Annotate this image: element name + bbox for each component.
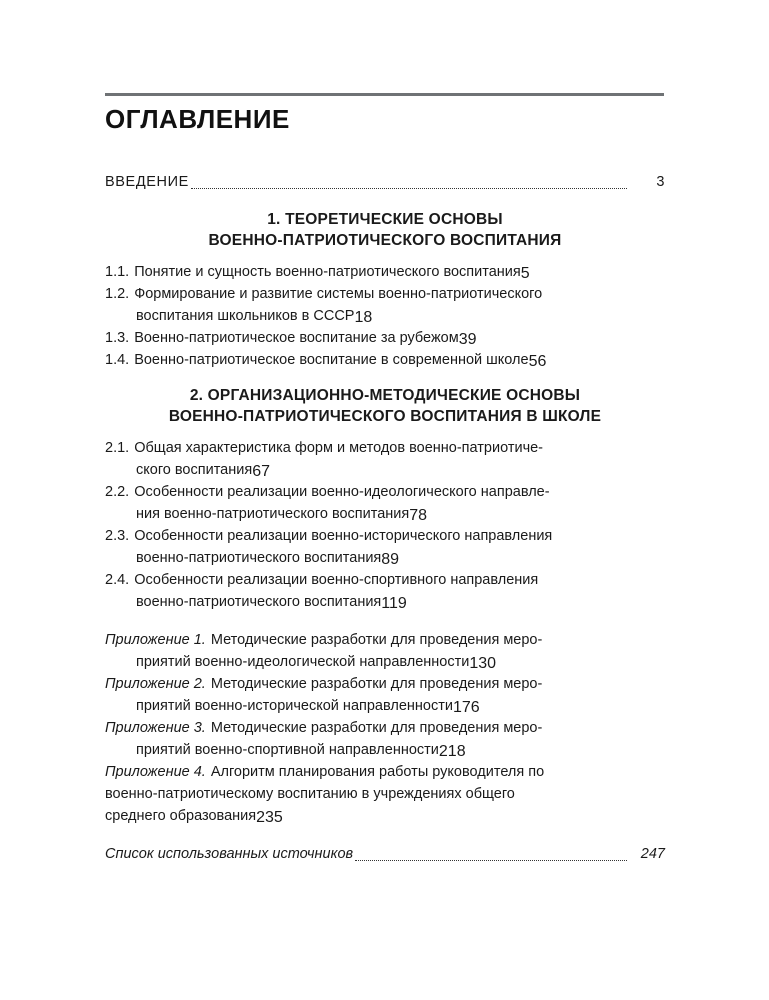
dot-leader [191,187,627,189]
appendix-label-cont: приятий военно-спортивной направленности [136,742,439,758]
appendix-list [105,629,665,827]
toc-entry-label: Особенности реализации военно-исторического направления [134,528,553,544]
toc-entry-number: 2.1. [105,440,130,456]
toc-entry-appendix-4[interactable] [105,761,665,827]
appendix-name: Приложение 2. [105,676,206,692]
toc-entry-number: 1.3. [105,330,130,346]
toc-entry-number: 2.2. [105,484,130,500]
toc-entry-page: 67 [252,463,270,480]
toc-entry-page: 39 [458,331,477,348]
toc-entry-page: 130 [469,655,497,672]
toc-entry-appendix-1[interactable] [105,629,665,673]
toc-entry-page: 247 [640,846,665,862]
toc-entry-label-cont: военно-патриотического воспитания [136,550,382,566]
toc-entry-number: 1.2. [105,286,130,302]
toc-entry-page: 89 [381,551,400,568]
toc-entry-label-cont: воспитания школьников в СССР [136,308,355,324]
toc-entry-2-1[interactable] [105,437,665,481]
header-rule [105,93,664,96]
toc-entry-number: 2.4. [105,572,130,588]
toc-entry-label: Формирование и развитие системы военно-патриотического [134,286,543,302]
toc-entry-page: 5 [520,265,530,282]
toc-entry-number: 1.1. [105,264,130,280]
toc-entry-label: Понятие и сущность военно-патриотического воспитания [134,264,521,280]
appendix-name: Приложение 3. [105,720,206,736]
toc-entry-label: Список использованных источников [105,846,354,862]
toc-entry-sources[interactable] [105,844,665,865]
section-2-heading-line1: 2. ОРГАНИЗАЦИОННО-МЕТОДИЧЕСКИЕ ОСНОВЫ [189,387,581,404]
toc-entry-label: Военно-патриотическое воспитание в современной школе [134,352,529,368]
toc-entry-label: Общая характеристика форм и методов военно-патриотиче- [134,440,544,456]
toc-entry-appendix-3[interactable] [105,717,665,761]
toc-entry-label: Особенности реализации военно-идеологического направле- [134,484,550,500]
section-1-entries [105,261,665,371]
section-1-heading-line2: ВОЕННО-ПАТРИОТИЧЕСКОГО ВОСПИТАНИЯ [208,232,562,249]
toc-entry-label-cont: ния военно-патриотического воспитания [136,506,410,522]
appendix-name: Приложение 1. [105,632,206,648]
toc-entry-page: 119 [381,595,407,612]
toc-entry-page: 56 [528,353,547,370]
toc-entry-page: 18 [354,309,373,326]
appendix-label-cont2: среднего образования [105,808,257,824]
toc-entry-appendix-2[interactable] [105,673,665,717]
toc-entry-label-cont: военно-патриотического воспитания [136,594,382,610]
toc-entry-2-4[interactable] [105,569,665,613]
appendix-name: Приложение 4. [105,764,206,780]
toc-entry-page: 218 [438,743,466,760]
appendix-label: Методические разработки для проведения меро- [210,632,543,648]
dot-leader [355,859,627,861]
toc-entry-label: Военно-патриотическое воспитание за рубежом [134,330,459,346]
appendix-label: Методические разработки для проведения меро- [210,676,543,692]
toc-entry-label-cont: ского воспитания [136,462,253,478]
appendix-label-cont: приятий военно-идеологической направленности [136,654,470,670]
toc-entry-label: ВВЕДЕНИЕ [105,174,189,190]
toc-entry-1-4[interactable] [105,349,665,371]
toc-entry-1-3[interactable] [105,327,665,349]
section-1-heading [105,209,665,251]
appendix-label-cont: военно-патриотическому воспитанию в учреждениях общего [105,786,515,802]
page-title: ОГЛАВЛЕНИЕ [105,104,290,134]
section-1-heading-line1: 1. ТЕОРЕТИЧЕСКИЕ ОСНОВЫ [267,211,503,228]
section-2-heading-line2: ВОЕННО-ПАТРИОТИЧЕСКОГО ВОСПИТАНИЯ В ШКОЛЕ [168,408,602,425]
appendix-label: Методические разработки для проведения меро- [210,720,543,736]
toc-entry-introduction[interactable] [105,172,665,193]
toc-entry-2-2[interactable] [105,481,665,525]
section-2-heading [105,385,665,427]
toc-entry-page: 3 [656,174,665,190]
toc-entry-number: 1.4. [105,352,130,368]
toc-entry-1-1[interactable] [105,261,665,283]
appendix-label: Алгоритм планирования работы руководителя по [210,764,545,780]
toc-entry-page: 176 [452,699,480,716]
toc-entry-1-2[interactable] [105,283,665,327]
toc-entry-number: 2.3. [105,528,130,544]
appendix-label-cont: приятий военно-исторической направленности [136,698,453,714]
toc-entry-page: 235 [256,809,283,826]
toc-content [105,172,665,865]
toc-entry-label: Особенности реализации военно-спортивного направления [134,572,539,588]
section-2-entries [105,437,665,613]
toc-entry-page: 78 [409,507,428,524]
toc-entry-2-3[interactable] [105,525,665,569]
